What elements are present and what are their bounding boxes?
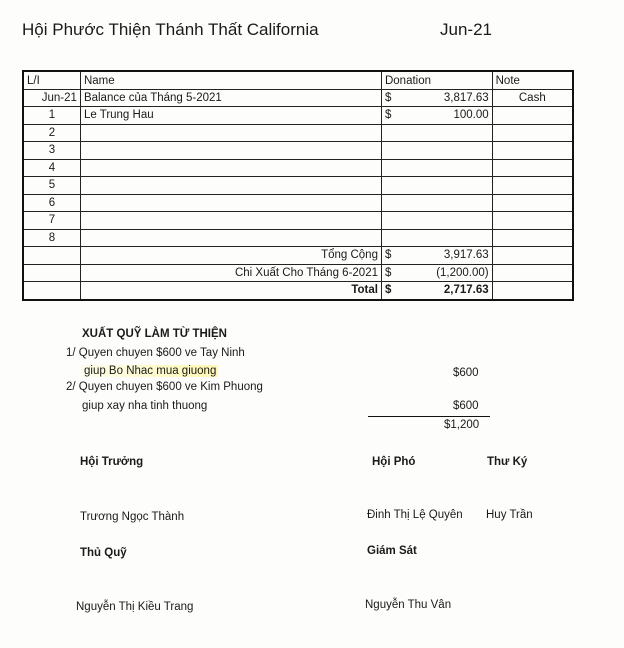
row-line-item: 6 xyxy=(23,194,80,212)
table-row xyxy=(23,194,573,212)
total-currency: $ xyxy=(381,282,387,300)
row-amount xyxy=(388,159,492,177)
expense-note-cell xyxy=(492,264,573,282)
row-amount xyxy=(388,194,492,212)
expense-row xyxy=(23,264,573,282)
table-row xyxy=(23,124,573,142)
disbursement-item1-line2: giup Bo Nhac mua giuong xyxy=(84,365,217,377)
row-line-item: 1 xyxy=(23,107,80,125)
disbursement-item2-line1: 2/ Quyen chuyen $600 ve Kim Phuong xyxy=(66,381,263,393)
president-title: Hội Trưởng xyxy=(80,456,144,468)
ledger-body xyxy=(23,89,573,247)
row-note xyxy=(492,194,573,212)
disbursement-heading: XUẤT QUỸ LÀM TỪ THIỆN xyxy=(82,328,227,340)
expense-currency: $ xyxy=(381,264,387,282)
treasurer-title: Thủ Quỹ xyxy=(80,547,127,559)
row-amount xyxy=(388,142,492,160)
row-note xyxy=(492,124,573,142)
expense-li-cell xyxy=(23,264,80,282)
subtotal-amount: 3,917.63 xyxy=(388,247,492,265)
subtotal-note-cell xyxy=(492,247,573,265)
donation-ledger-table xyxy=(22,70,574,301)
total-amount: 2,717.63 xyxy=(388,282,492,300)
row-note xyxy=(492,212,573,230)
row-currency: $ xyxy=(381,107,387,125)
row-note xyxy=(492,142,573,160)
auditor-title: Giám Sát xyxy=(367,545,417,557)
row-name: Le Trung Hau xyxy=(80,107,381,125)
row-note xyxy=(492,229,573,247)
row-line-item: 7 xyxy=(23,212,80,230)
table-row xyxy=(23,177,573,195)
subtotal-row xyxy=(23,247,573,265)
row-amount: 100.00 xyxy=(388,107,492,125)
document-title: Hội Phước Thiện Thánh Thất California xyxy=(22,20,319,39)
column-header-li: L/I xyxy=(23,71,80,89)
total-note-cell xyxy=(492,282,573,300)
table-row xyxy=(23,142,573,160)
secretary-title: Thư Ký xyxy=(487,456,528,468)
secretary-name: Huy Trần xyxy=(486,509,533,521)
subtotal-currency: $ xyxy=(381,247,387,265)
treasurer-name: Nguyễn Thị Kiều Trang xyxy=(76,601,194,613)
table-row xyxy=(23,89,573,107)
disbursement-sum: $1,200 xyxy=(444,419,480,431)
disbursement-item1-amount: $600 xyxy=(453,367,479,379)
disbursement-item2-amount: $600 xyxy=(453,400,479,412)
row-line-item: 2 xyxy=(23,124,80,142)
auditor-name: Nguyễn Thu Vân xyxy=(365,599,452,611)
row-note xyxy=(492,159,573,177)
vice-president-name: Đinh Thị Lệ Quyên xyxy=(367,509,463,521)
row-amount xyxy=(388,124,492,142)
report-month: Jun-21 xyxy=(440,20,492,39)
row-currency: $ xyxy=(381,89,387,107)
subtotal-label: Tổng Cộng xyxy=(80,247,381,265)
row-name xyxy=(80,142,381,160)
column-header-name: Name xyxy=(80,71,381,89)
column-header-note: Note xyxy=(492,71,573,89)
row-line-item: 5 xyxy=(23,177,80,195)
column-header-donation: Donation xyxy=(381,71,492,89)
table-row xyxy=(23,159,573,177)
row-name: Balance của Tháng 5-2021 xyxy=(80,89,381,107)
row-name xyxy=(80,177,381,195)
row-name xyxy=(80,229,381,247)
expense-amount: (1,200.00) xyxy=(388,264,492,282)
row-note: Cash xyxy=(492,89,573,107)
subtotal-li-cell xyxy=(23,247,80,265)
row-amount xyxy=(388,229,492,247)
row-line-item: 8 xyxy=(23,229,80,247)
row-name xyxy=(80,194,381,212)
row-name xyxy=(80,124,381,142)
row-name xyxy=(80,212,381,230)
table-row xyxy=(23,212,573,230)
row-line-item: 4 xyxy=(23,159,80,177)
row-amount xyxy=(388,212,492,230)
row-amount: 3,817.63 xyxy=(388,89,492,107)
total-row xyxy=(23,282,573,300)
disbursement-item2-line2: giup xay nha tinh thuong xyxy=(82,400,208,412)
president-name: Trương Ngọc Thành xyxy=(80,511,185,523)
row-line-item: 3 xyxy=(23,142,80,160)
vice-president-title: Hội Phó xyxy=(372,456,416,468)
row-note xyxy=(492,177,573,195)
total-label: Total xyxy=(80,282,381,300)
disbursement-item1-line1: 1/ Quyen chuyen $600 ve Tay Ninh xyxy=(66,347,245,359)
ledger-header-row xyxy=(23,71,573,89)
row-amount xyxy=(388,177,492,195)
row-line-item: Jun-21 xyxy=(23,89,80,107)
expense-label: Chi Xuất Cho Tháng 6-2021 xyxy=(80,264,381,282)
table-row xyxy=(23,229,573,247)
sum-divider xyxy=(368,416,490,417)
total-li-cell xyxy=(23,282,80,300)
table-row xyxy=(23,107,573,125)
row-note xyxy=(492,107,573,125)
row-name xyxy=(80,159,381,177)
